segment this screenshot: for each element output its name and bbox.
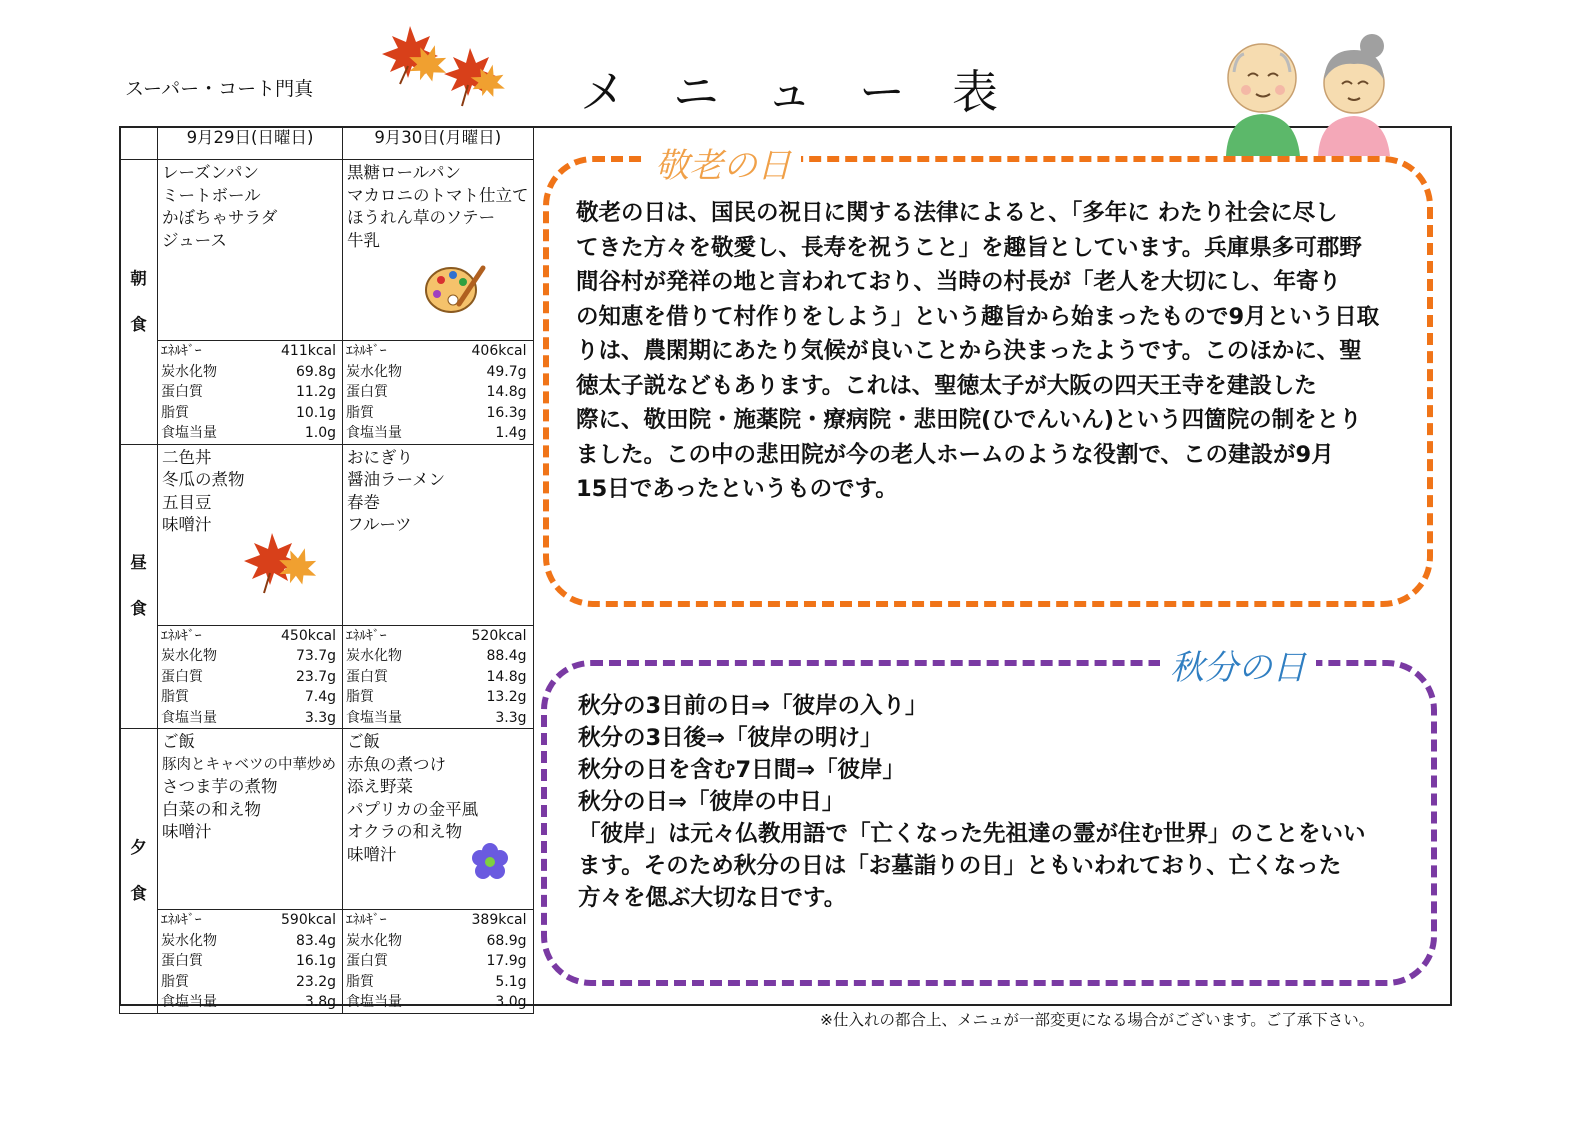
text-line: てきた方々を敬愛し、長寿を祝うこと」を趣旨としています。兵庫県多可郡野	[576, 234, 1362, 261]
meal-label-dinner: 夕 食	[120, 729, 158, 1014]
nutrition-cell: ｴﾈﾙｷﾞｰ 406kcal 炭水化物 49.7g 蛋白質 14.8g 脂質 16.3g 食塩当量 1.4g	[343, 341, 534, 445]
dish: オクラの和え物	[347, 822, 463, 841]
dish: ジュース	[162, 230, 227, 250]
text-line: ました。この中の悲田院が今の老人ホームのような役割で、この建設が9月	[576, 441, 1334, 468]
meal-label-breakfast: 朝 食	[120, 160, 158, 445]
dish-list	[343, 444, 534, 625]
text-line: 方々を偲ぶ大切な日です。	[578, 885, 847, 911]
table-row	[120, 160, 534, 341]
dish-list	[158, 444, 343, 625]
title-char: メ	[580, 65, 626, 119]
dish: ご飯	[162, 732, 195, 751]
dish: 二色丼	[162, 447, 212, 467]
dish: 白菜の和え物	[162, 799, 261, 819]
shubun-body	[578, 690, 1366, 914]
dish: 五目豆	[162, 492, 212, 512]
nutrition-cell: ｴﾈﾙｷﾞｰ 389kcal 炭水化物 68.9g 蛋白質 17.9g 脂質 5.1g 食塩当量 3.0g	[343, 910, 534, 1014]
dish: 豚肉とキャベツの中華炒め	[162, 756, 336, 773]
nutrition-cell: ｴﾈﾙｷﾞｰ 411kcal 炭水化物 69.8g 蛋白質 11.2g 脂質 10.1g 食塩当量 1.0g	[158, 341, 343, 445]
text-line: 秋分の3日後⇒「彼岸の明け」	[578, 725, 883, 751]
elderly-couple-icon	[1214, 28, 1398, 158]
dish-list	[158, 160, 343, 341]
text-line: りは、農閑期にあたり気候が良いことから決まったようです。このほかに、聖	[576, 338, 1362, 364]
title-char: ニ	[673, 65, 719, 119]
page-title	[580, 56, 1045, 122]
text-line: 「彼岸」は元々仏教用語で「亡くなった先祖達の霊が住む世界」のことをいい	[578, 821, 1366, 847]
nutrition-cell: ｴﾈﾙｷﾞｰ 450kcal 炭水化物 73.7g 蛋白質 23.7g 脂質 7.4g 食塩当量 3.3g	[158, 625, 343, 729]
day-header: 9月29日(日曜日)	[158, 127, 343, 160]
title-char: ュ	[766, 65, 812, 119]
flower-icon	[469, 841, 511, 883]
day-header: 9月30日(月曜日)	[343, 127, 534, 160]
keiro-body	[576, 196, 1379, 507]
table-row	[120, 910, 534, 1014]
dish: 冬瓜の煮物	[162, 470, 245, 489]
meal-label-lunch: 昼 食	[120, 444, 158, 729]
dish: おにぎり	[347, 447, 413, 467]
facility-name: スーパー・コート門真	[125, 78, 314, 100]
dish: 赤魚の煮つけ	[347, 754, 446, 774]
text-line: 際に、敬田院・施薬院・療病院・悲田院(ひでんいん)という四箇院の制をとり	[576, 407, 1362, 433]
dish-list	[158, 729, 343, 910]
dish: かぼちゃサラダ	[162, 208, 278, 227]
dish: さつま芋の煮物	[162, 777, 278, 796]
table-header-row	[120, 127, 534, 160]
text-line: ます。そのため秋分の日は「お墓詣りの日」ともいわれており、亡くなった	[578, 853, 1342, 879]
dish: レーズンパン	[162, 163, 260, 182]
table-row	[120, 729, 534, 910]
text-line: 徳太子説などもあります。これは、聖徳太子が大阪の四天王寺を建設した	[576, 372, 1317, 399]
corner-cell	[120, 127, 158, 160]
dish: ほうれん草のソテー	[347, 208, 496, 227]
dish: ご飯	[347, 732, 380, 751]
dish: ミートボール	[162, 185, 261, 205]
dish-list	[343, 729, 534, 910]
dish: 添え野菜	[347, 777, 413, 796]
title-char: 表	[952, 65, 998, 119]
table-row	[120, 625, 534, 729]
title-char: ー	[859, 65, 905, 119]
table-row	[120, 444, 534, 625]
dish: 味噌汁	[162, 515, 212, 534]
dish-list	[343, 160, 534, 341]
palette-icon	[423, 260, 489, 320]
maple-leaf-icon	[244, 529, 320, 597]
keiro-title: 敬老の日	[645, 138, 801, 187]
footnote: ※仕入れの都合上、メニュが一部変更になる場合がございます。ご了承下さい。	[820, 1011, 1375, 1029]
maple-leaves-icon	[380, 18, 510, 110]
dish: 春巻	[347, 492, 380, 512]
text-line: 秋分の日⇒「彼岸の中日」	[578, 789, 845, 815]
text-line: の知恵を借りて村作りをしよう」という趣旨から始まったもので9月という日取	[576, 303, 1380, 330]
dish: 味噌汁	[162, 822, 212, 841]
dish: 醤油ラーメン	[347, 470, 446, 489]
dish: 牛乳	[347, 230, 380, 250]
text-line: 間谷村が発祥の地と言われており、当時の村長が「老人を大切にし、年寄り	[576, 269, 1342, 295]
dish: 味噌汁	[347, 844, 397, 864]
nutrition-cell: ｴﾈﾙｷﾞｰ 520kcal 炭水化物 88.4g 蛋白質 14.8g 脂質 13.2g 食塩当量 3.3g	[343, 625, 534, 729]
text-line: 15日であったというものです。	[576, 476, 898, 502]
text-line: 秋分の3日前の日⇒「彼岸の入り」	[578, 693, 928, 719]
dish: 黒糖ロールパン	[347, 163, 462, 182]
shubun-title: 秋分の日	[1160, 640, 1316, 689]
dish: マカロニのトマト仕立て	[347, 185, 529, 205]
dish: パプリカの金平風	[347, 799, 479, 819]
nutrition-cell: ｴﾈﾙｷﾞｰ 590kcal 炭水化物 83.4g 蛋白質 16.1g 脂質 23.2g 食塩当量 3.8g	[158, 910, 343, 1014]
dish: フルーツ	[347, 515, 412, 534]
table-row	[120, 341, 534, 445]
menu-table	[119, 126, 534, 1014]
text-line: 秋分の日を含む7日間⇒「彼岸」	[578, 757, 906, 783]
text-line: 敬老の日は、国民の祝日に関する法律によると、「多年に わたり社会に尽し	[576, 200, 1338, 226]
